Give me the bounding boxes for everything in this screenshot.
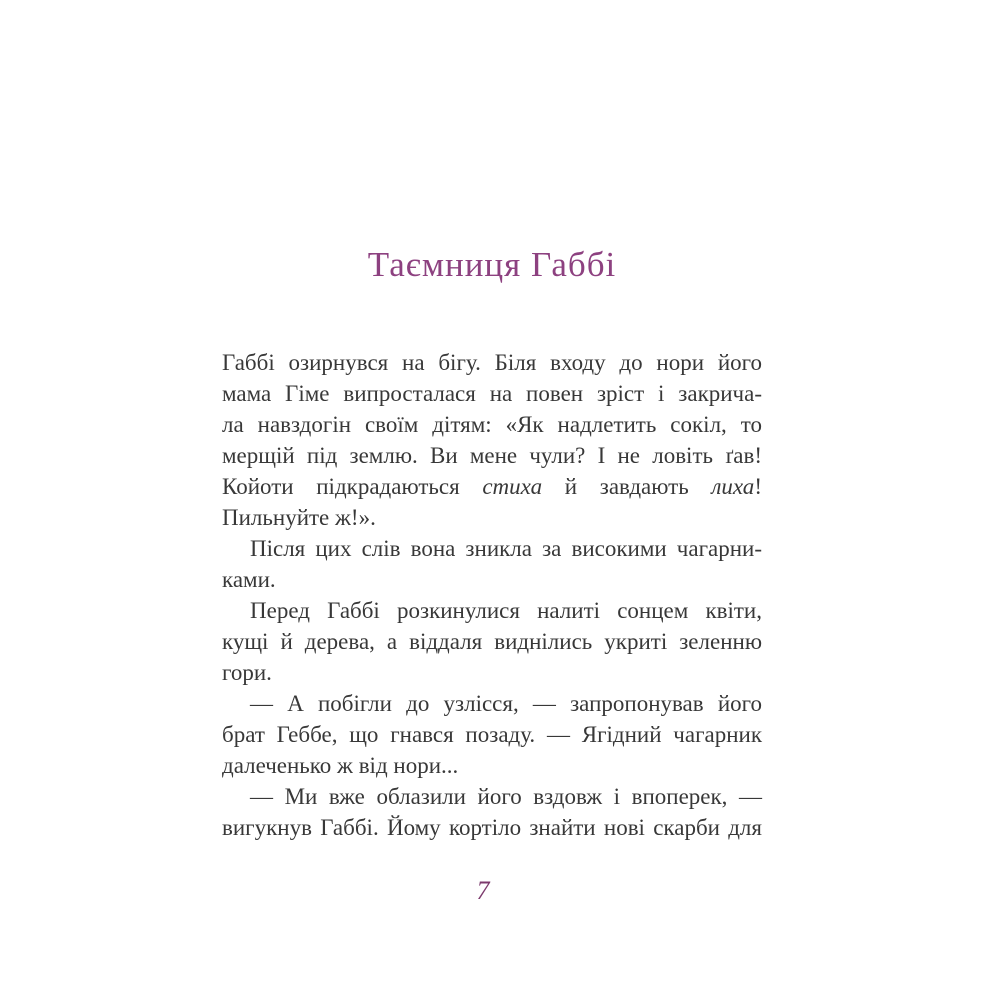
text-line-p2-l1	[222, 533, 762, 564]
text-line-p2-l2	[222, 564, 762, 595]
text-line-p3-l3	[222, 657, 762, 688]
text-segment: ла навздогін своїм дітям: «Як надлетить сокіл, то	[222, 412, 762, 437]
text-line-p1-l4	[222, 440, 762, 471]
text-segment: брат Геббе, що гнався позаду. — Ягідний чагарник	[222, 722, 762, 747]
text-segment: ками.	[222, 567, 276, 592]
text-line-p4-l3	[222, 750, 762, 781]
text-line-p3-l2	[222, 626, 762, 657]
text-line-p4-l1	[222, 688, 762, 719]
text-line-p5-l1	[222, 781, 762, 812]
text-line-p1-l6	[222, 502, 762, 533]
text-segment: вигукнув Габбі. Йому кортіло знайти нові скарби для	[222, 815, 762, 840]
text-segment: — А побігли до узлісся, — запропонував його	[250, 691, 762, 716]
text-line-p1-l5	[222, 471, 762, 502]
text-segment: гори.	[222, 660, 272, 685]
italic-text-segment: лиха	[711, 474, 755, 499]
text-segment: мерщій під землю. Ви мене чули? І не ловіть ґав!	[222, 443, 762, 468]
text-line-p1-l3	[222, 409, 762, 440]
body-text-block	[222, 347, 762, 843]
text-line-p1-l2	[222, 378, 762, 409]
text-segment: далеченько ж від нори...	[222, 753, 459, 778]
chapter-title: Таємниця Габбі	[367, 245, 617, 284]
text-segment: й завдають	[542, 474, 712, 499]
italic-text-segment: стиха	[482, 474, 543, 499]
text-line-p1-l1	[222, 347, 762, 378]
text-segment: Койоти підкрадаються	[222, 474, 483, 499]
text-segment: кущі й дерева, а віддаля виднілись укриті зеленню	[222, 629, 762, 654]
text-segment: — Ми вже облазили його вздовж і впоперек, —	[250, 784, 762, 809]
text-line-p5-l2	[222, 812, 762, 843]
text-segment: Пильнуйте ж!».	[222, 505, 376, 530]
text-segment: Перед Габбі розкинулися налиті сонцем квіти,	[250, 598, 762, 623]
text-segment: мама Гіме випросталася на повен зріст і закрича-	[222, 381, 762, 406]
text-line-p4-l2	[222, 719, 762, 750]
text-line-p3-l1	[222, 595, 762, 626]
text-segment: Після цих слів вона зникла за високими чагарни-	[250, 536, 762, 561]
page-number: 7	[476, 876, 490, 905]
text-segment: Габбі озирнувся на бігу. Біля входу до нори його	[222, 350, 762, 375]
text-segment: !	[754, 474, 762, 499]
